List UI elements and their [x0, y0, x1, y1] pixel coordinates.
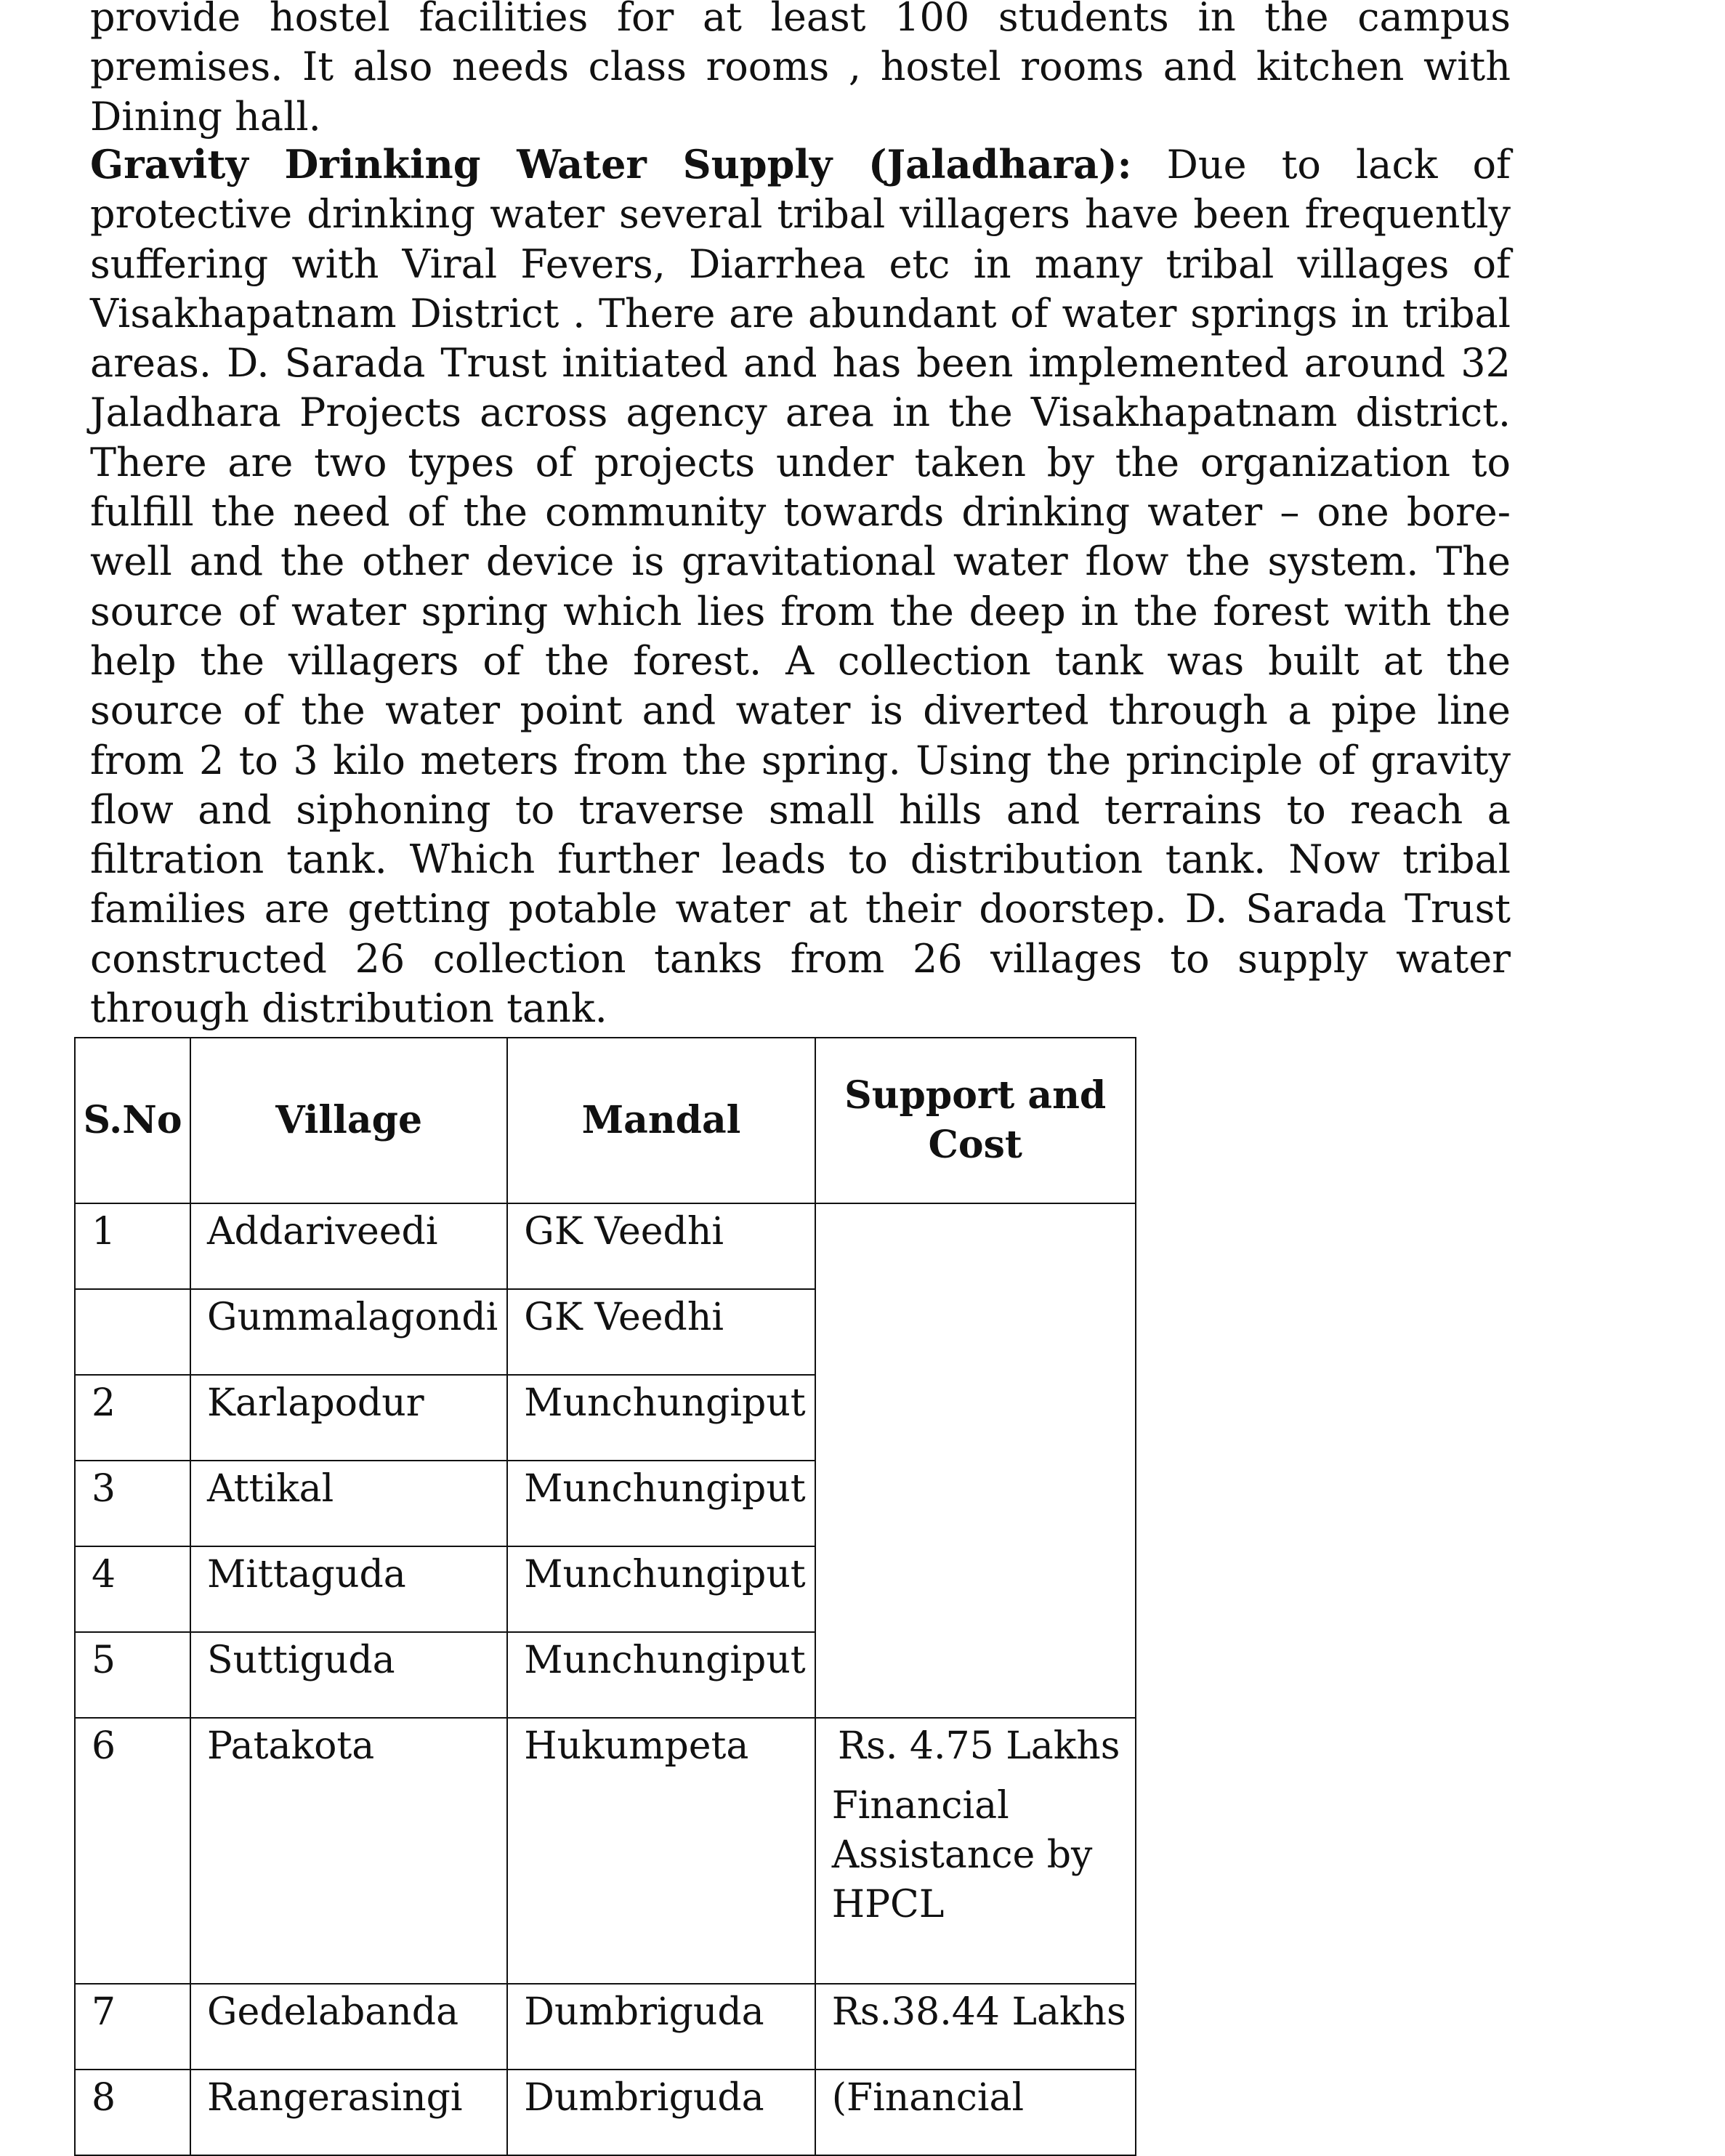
cell-mandal: Hukumpeta: [507, 1718, 815, 1984]
cell-village: Mittaguda: [190, 1546, 507, 1632]
cell-mandal: GK Veedhi: [507, 1203, 815, 1289]
cell-sno: 4: [75, 1546, 190, 1632]
table-row: [75, 1984, 1136, 2070]
cell-mandal: Munchungiput: [507, 1546, 815, 1632]
cell-village: Patakota: [190, 1718, 507, 1984]
cell-mandal: Munchungiput: [507, 1375, 815, 1461]
villages-table: [74, 1037, 1136, 2156]
cell-support: [815, 1718, 1136, 1984]
cell-sno: 8: [75, 2070, 190, 2155]
cell-mandal: Dumbriguda: [507, 2070, 815, 2155]
header-mandal: Mandal: [507, 1038, 815, 1203]
cell-village: Karlapodur: [190, 1375, 507, 1461]
cell-village: Suttiguda: [190, 1632, 507, 1718]
section-body: Due to lack of protective drinking water several tribal villagers have been frequently suffering with Viral Fevers, Diarrhea etc in many tribal villages of Visakhapatnam District . There are abundant of water springs in tribal areas. D. Sarada Trust initiated and has been implemented around 32 Jaladhara Projects across agency area in the Visakhapatnam district. There are two types of projects under taken by the organization to fulfill the need of the community towards drinking water – one bore-well and the other device is gravitational water flow the system. The source of water spring which lies from the deep in the forest with the help the villagers of the forest. A collection tank was built at the source of the water point and water is diverted through a pipe line from 2 to 3 kilo meters from the spring. Using the principle of gravity flow and siphoning to traverse small hills and terrains to reach a filtration tank. Which further leads to distribution tank. Now tribal families are getting potable water at their doorstep. D. Sarada Trust constructed 26 collection tanks from 26 villages to supply water through distribution tank.: [90, 142, 1511, 1032]
header-sno: S.No: [75, 1038, 190, 1203]
cell-village: Rangerasingi: [190, 2070, 507, 2155]
cell-sno: 1: [75, 1203, 190, 1289]
cell-sno: 7: [75, 1984, 190, 2070]
section-heading: Gravity Drinking Water Supply (Jaladhara):: [90, 141, 1132, 187]
table-row: [75, 2070, 1136, 2155]
intro-paragraph: [90, 0, 1511, 142]
cell-support: (Financial: [815, 2070, 1136, 2155]
table-row: [75, 1203, 1136, 1289]
cell-sno: 6: [75, 1718, 190, 1984]
header-support: Support and Cost: [815, 1038, 1136, 1203]
cell-mandal: Munchungiput: [507, 1461, 815, 1546]
jaladhara-section: [90, 140, 1511, 1033]
cell-village: Gedelabanda: [190, 1984, 507, 2070]
cell-mandal: GK Veedhi: [507, 1289, 815, 1375]
cell-sno: 3: [75, 1461, 190, 1546]
cell-sno: [75, 1289, 190, 1375]
intro-paragraph-text: provide hostel facilities for at least 100 students in the campus premises. It also needs class rooms , hostel rooms and kitchen with Dining hall.: [90, 0, 1511, 140]
cell-support: Rs.38.44 Lakhs: [815, 1984, 1136, 2070]
support-note: Financial Assistance by HPCL: [831, 1784, 1093, 1926]
cell-sno: 5: [75, 1632, 190, 1718]
cell-mandal: Munchungiput: [507, 1632, 815, 1718]
table-header-row: [75, 1038, 1136, 1203]
cell-support-empty: [815, 1203, 1136, 1718]
table-row: [75, 1718, 1136, 1984]
cell-village: Addariveedi: [190, 1203, 507, 1289]
cell-village: Attikal: [190, 1461, 507, 1546]
header-village: Village: [190, 1038, 507, 1203]
cell-sno: 2: [75, 1375, 190, 1461]
support-amount: Rs. 4.75 Lakhs: [838, 1724, 1120, 1768]
cell-village: Gummalagondi: [190, 1289, 507, 1375]
cell-mandal: Dumbriguda: [507, 1984, 815, 2070]
